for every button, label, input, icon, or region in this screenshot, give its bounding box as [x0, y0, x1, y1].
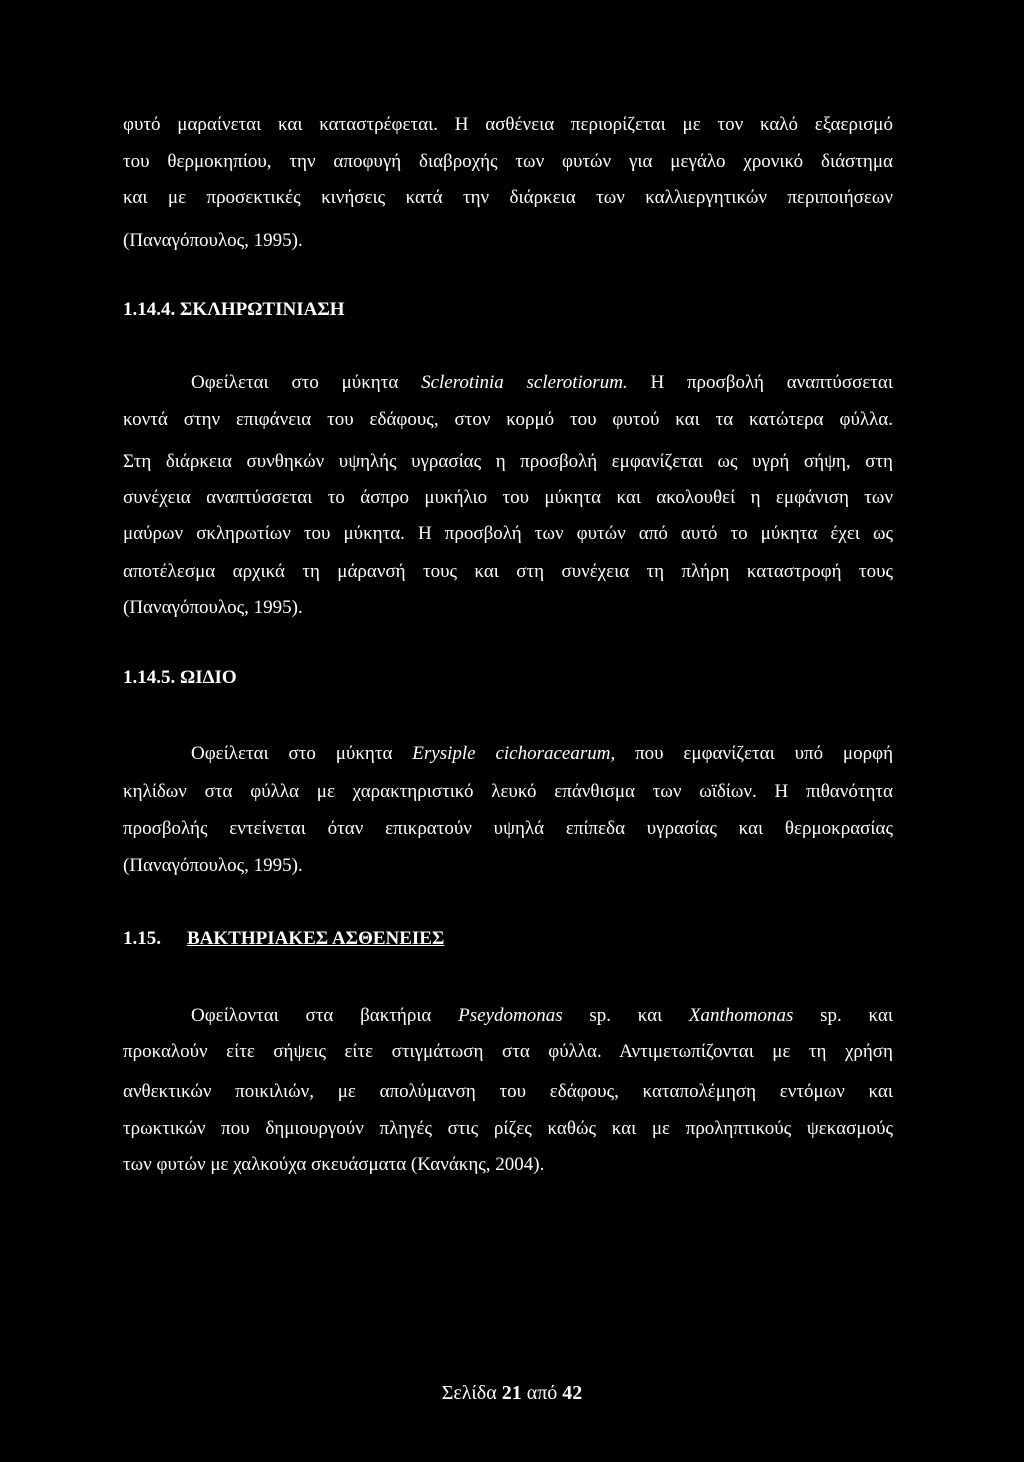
page-footer — [0, 1381, 1024, 1405]
intro-line-3: και με προσεκτικές κινήσεις κατά την διάρκεια των καλλιεργητικών περιποιήσεων — [123, 187, 893, 208]
intro-line-4: (Παναγόπουλος, 1995). — [123, 230, 303, 251]
bacterial-line-1 — [191, 1004, 893, 1028]
sclerotinia-line-6: αποτέλεσμα αρχικά τη μάρανσή τους και στη συνέχεια τη πλήρη καταστροφή τους — [123, 561, 893, 582]
species-name: Pseydomonas — [458, 1005, 563, 1026]
text-span: Η προσβολή αναπτύσσεται — [627, 372, 893, 393]
bacterial-line-5: των φυτών με χαλκούχα σκευάσματα (Κανάκης, 2004). — [123, 1154, 545, 1175]
text-span: Οφείλεται στο μύκητα — [191, 743, 413, 764]
species-name: Erysiple cichoracearum, — [412, 743, 616, 764]
section-heading-powdery-mildew: 1.14.5. ΩΙΔΙΟ — [123, 667, 237, 688]
sclerotinia-line-1 — [191, 371, 893, 395]
species-name: Xanthomonas — [688, 1005, 794, 1026]
sclerotinia-line-5: μαύρων σκληρωτίων του μύκητα. Η προσβολή των φυτών από αυτό το μύκητα έχει ως — [123, 523, 893, 544]
mildew-line-2: κηλίδων στα φύλλα με χαρακτηριστικό λευκό επάνθισμα των ωϊδίων. Η πιθανότητα — [123, 781, 893, 802]
bacterial-line-3: ανθεκτικών ποικιλιών, με απολύμανση του εδάφους, καταπολέμηση εντόμων και — [123, 1081, 893, 1102]
species-name: Sclerotinia sclerotiorum. — [421, 372, 628, 393]
sclerotinia-line-3: Στη διάρκεια συνθηκών υψηλής υγρασίας η προσβολή εμφανίζεται ως υγρή σήψη, στη — [123, 451, 893, 472]
footer-text: Σελίδα — [441, 1382, 502, 1404]
text-span: sp. και — [562, 1005, 689, 1026]
intro-line-2: του θερμοκηπίου, την αποφυγή διαβροχής των φυτών για μεγάλο χρονικό διάστημα — [123, 151, 893, 172]
page-number: 21 — [501, 1382, 522, 1404]
text-span: Οφείλονται στα βακτήρια — [191, 1005, 459, 1026]
sclerotinia-line-7: (Παναγόπουλος, 1995). — [123, 597, 303, 618]
text-span: sp. και — [793, 1005, 893, 1026]
text-span: που εμφανίζεται υπό μορφή — [615, 743, 893, 764]
section-title: ΒΑΚΤΗΡΙΑΚΕΣ ΑΣΘΕΝΕΙΕΣ — [187, 928, 445, 949]
intro-line-1: φυτό μαραίνεται και καταστρέφεται. Η ασθένεια περιορίζεται με τον καλό εξαερισμό — [123, 114, 893, 135]
section-heading-bacterial — [123, 927, 444, 951]
bacterial-line-2: προκαλούν είτε σήψεις είτε στιγμάτωση στα φύλλα. Αντιμετωπίζονται με τη χρήση — [123, 1041, 893, 1062]
section-number: 1.15. — [123, 928, 161, 949]
text-span: Οφείλεται στο μύκητα — [191, 372, 422, 393]
sclerotinia-line-2: κοντά στην επιφάνεια του εδάφους, στον κορμό του φυτού και τα κατώτερα φύλλα. — [123, 409, 893, 430]
footer-text: από — [521, 1382, 563, 1404]
sclerotinia-line-4: συνέχεια αναπτύσσεται το άσπρο μυκήλιο του μύκητα και ακολουθεί η εμφάνιση των — [123, 487, 893, 508]
mildew-line-1 — [191, 742, 893, 766]
bacterial-line-4: τρωκτικών που δημιουργούν πληγές στις ρίζες καθώς και με προληπτικούς ψεκασμούς — [123, 1118, 893, 1139]
total-pages: 42 — [562, 1382, 583, 1404]
mildew-line-3: προσβολής εντείνεται όταν επικρατούν υψηλά επίπεδα υγρασίας και θερμοκρασίας — [123, 818, 893, 839]
mildew-line-4: (Παναγόπουλος, 1995). — [123, 855, 303, 876]
section-heading-sclerotinia: 1.14.4. ΣΚΛΗΡΩΤΙΝΙΑΣΗ — [123, 299, 345, 320]
